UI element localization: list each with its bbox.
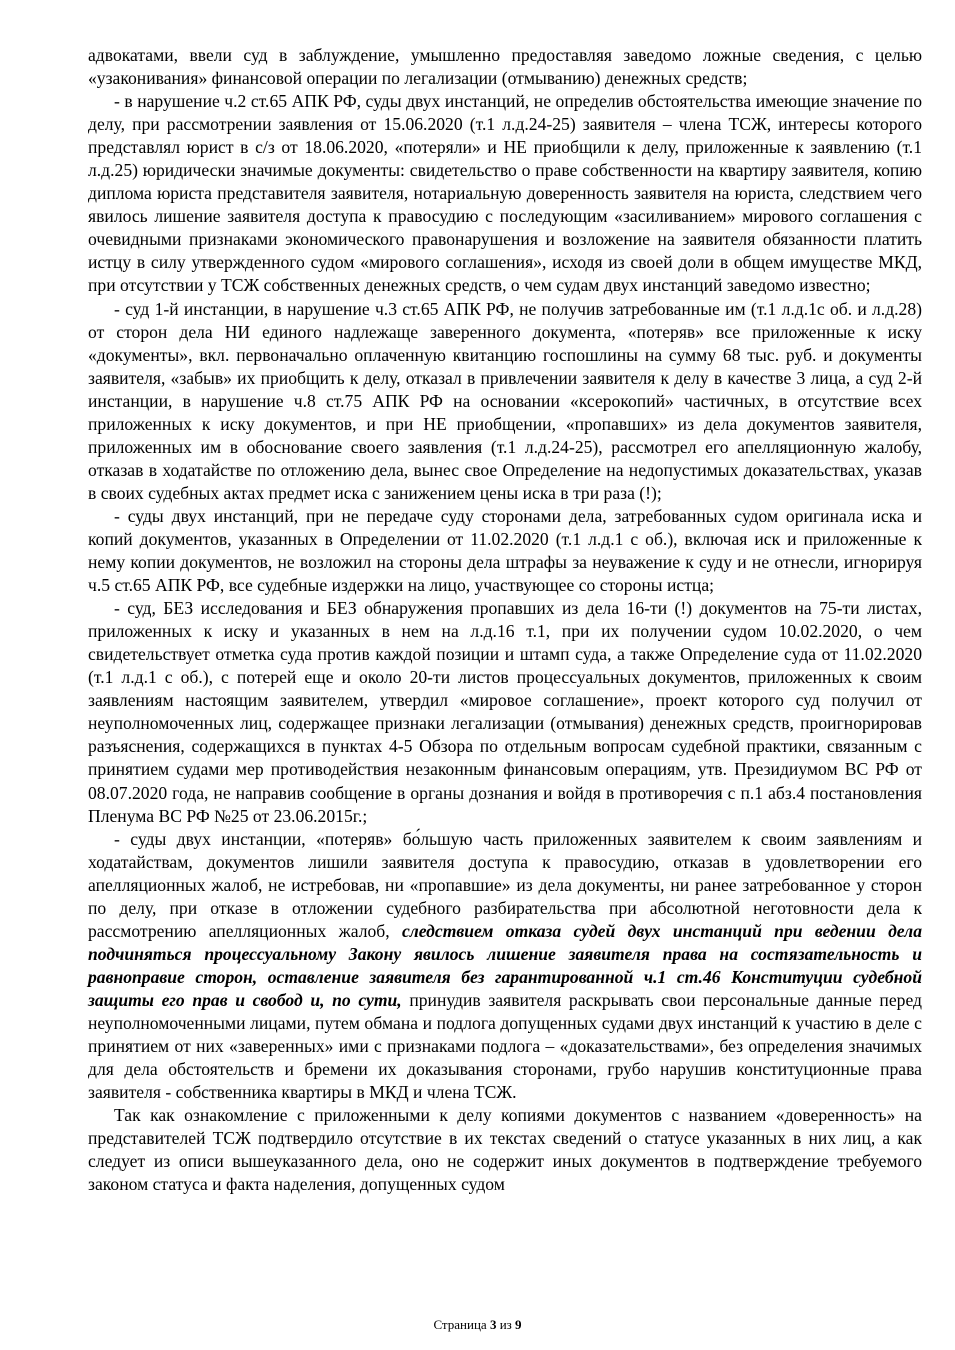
document-body [88,44,922,1196]
paragraph-2: - в нарушение ч.2 ст.65 АПК РФ, суды двух инстанций, не определив обстоятельства имеющие значение по делу, при рассмотрении заявления от 15.06.2020 (т.1 л.д.24-25) заявителя – члена ТСЖ, интересы которого представлял юрист в с/з от 18.06.2020, «потеряли» и НЕ приобщили к делу, приложенные к заявлению (т.1 л.д.25) юридически значимые документы: свидетельство о праве собственности на квартиру заявителя, копию диплома юриста представителя заявителя, нотариальную доверенность заявителя на юриста, следствием чего явилось лишение заявителя доступа к правосудию с последующим «засиливанием» мирового соглашения с очевидными признаками экономического правонарушения и возложение на заявителя обязанности платить истцу в силу утвержденного судом «мирового соглашения», исходя из своей доли в общем имуществе МКД, при отсутствии у ТСЖ собственных денежных средств, о чем судам двух инстанций заведомо известно; [88,91,922,296]
paragraph-4: - суды двух инстанций, при не передаче суду сторонами дела, затребованных судом оригинала иска и копий документов, указанных в Определении от 11.02.2020 (т.1 л.д.1 с об.), включая иск и приложенные к нему копии документов, не возложил на стороны дела штрафы за неуважение к суду и не отнесли, игнорируя ч.5 ст.65 АПК РФ, все судебные издержки на лицо, участвующее со стороны истца; [88,505,922,596]
page-footer [0,1317,955,1333]
paragraph-6-emphasis: следствием отказа судей двух инстанций при ведении дела подчиняться процессуальному Закону явилось лишение заявителя права на состязательность и равноправие сторон, оставление заявителя без гарантированной ч.1 ст.46 Конституции судебной защиты его прав и свобод и, по сути, [88,920,922,1010]
paragraph-1: адвокатами, ввели суд в заблуждение, умышленно предоставляя заведомо ложные сведения, с целью «узаконивания» финансовой операции по легализации (отмыванию) денежных средств; [88,45,922,89]
paragraph-3: - суд 1-й инстанции, в нарушение ч.3 ст.65 АПК РФ, не получив затребованные им (т.1 л.д.1с об. и л.д.28) от сторон дела НИ единого надлежаще заверенного документа, «потеряв» все приложенные к иску «документы», вкл. первоначально оплаченную квитанцию госпошлины на сумму 68 тыс. руб. и документы заявителя, «забыв» их приобщить к делу, отказал в привлечении заявителя к делу в качестве 3 лица, а суд 2-й инстанции, в нарушение ч.8 ст.75 АПК РФ на основании «ксерокопий» частичных, в отсутствие всех приложенных к иску документов, и при НЕ приобщении, «пропавших» из дела документов заявителя, приложенных им в обоснование своего заявления (т.1 л.д.24-25), рассмотрел его апелляционную жалобу, отказав в ходатайстве по отложению дела, вынес свое Определение на недопустимых доказательствах, указав в своих судебных актах предмет иска с занижением цены иска в три раза (!); [88,298,922,503]
page-label: Страница [433,1317,487,1332]
of-label: из [499,1317,512,1332]
total-pages-number: 9 [515,1317,522,1332]
paragraph-6-text: - суды двух инстанции, «потеряв» бо́льшую часть приложенных заявителем к своим заявлениям и ходатайствам, документов лишили заявителя доступа к правосудию, отказав в удовлетворении его апелляционных жалоб, не истребовав, ни «пропавшие» из дела документы, ни ранее затребованное у сторон по делу, при отказе в отложении судебного разбирательства при абсолютной неготовности дела к рассмотрению апелляционных жалоб, [88,828,922,941]
current-page-number: 3 [489,1317,497,1332]
paragraph-5: - суд, БЕЗ исследования и БЕЗ обнаружения пропавших из дела 16-ти (!) документов на 75-ти листах, приложенных к иску и указанных в нем на л.д.16 т.1, при их получении судом 10.02.2020, о чем свидетельствует отметка суда против каждой позиции и штамп суда, а также Определение суда от 11.02.2020 (т.1 л.д.1 с об.), с потерей еще и около 20-ти листов процессуальных документов, приложенных к своим заявлениям настоящим заявителем, утвердил «мировое соглашение», проект которого суд получил от неуполномоченных лиц, содержащее признаки легализации (отмывания) денежных средств, проигнорировав разъяснения, содержащихся в пунктах 4-5 Обзора по отдельным вопросам судебной практики, связанным с принятием судами мер противодействия незаконным финансовым операциям, утв. Президиумом ВС РФ от 08.07.2020 года, не направив сообщение в органы дознания и войдя в противоречия с п.1 абз.4 постановления Пленума ВС РФ №25 от 23.06.2015г.; [88,598,922,826]
paragraph-6-tail: принудив заявителя раскрывать свои персональные данные перед неуполномоченными лицами, путем обмана и подлога допущенных судами двух инстанций к участию в деле с принятием от них «заверенных» ими с признаками подлога – «доказательствами», без определения значимых для дела обстоятельств и бремени их доказывания сторонами, грубо нарушив конституционные права заявителя - собственника квартиры в МКД и члена ТСЖ. [88,989,922,1103]
paragraph-7: Так как ознакомление с приложенными к делу копиями документов с названием «доверенность» на представителей ТСЖ подтвердило отсутствие в их текстах сведений о статусе указанных в них лиц, а как следует из описи вышеуказанного дела, оно не содержит иных документов в подтверждение требуемого законом статуса и факта наделения, допущенных судом [88,1105,922,1195]
paragraph-6 [88,828,922,1105]
